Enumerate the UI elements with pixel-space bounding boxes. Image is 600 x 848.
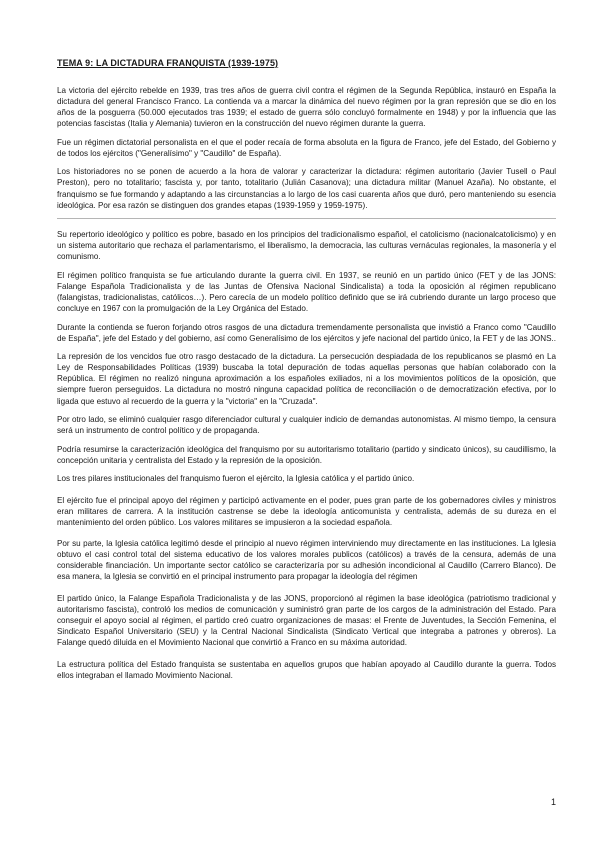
section-divider: [57, 218, 556, 219]
paragraph-censorship: Por otro lado, se eliminó cualquier rasgo diferenciador cultural y cualquier indicio de demandas autonomistas. Al mismo tiempo, la censura será un instrumento de control político y de propaganda.: [57, 414, 556, 436]
paragraph-army: El ejército fue el principal apoyo del régimen y participó activamente en el poder, pues gran parte de los gobernadores civiles y ministros eran militares de carrera. A la institución castrense se debe la ideología anticomunista y centralista, además de su dureza en el mantenimiento del orden público. Los valores militares se impusieron a la sociedad española.: [57, 495, 556, 527]
paragraph-historians: Los historiadores no se ponen de acuerdo a la hora de valorar y caracterizar la dictadura: régimen autoritario (Javier Tusell o Paul Preston), pero no totalitario; fascista y, por tanto, totalitario (Julián Casanova); una dictadura militar (Manuel Azaña). No obstante, el franquismo se fue formando y adaptando a las circunstancias a lo largo de los casi cuarenta años que duró, pero manteniendo su esencia ideológica. Por esa razón se distinguen dos grandes etapas (1939-1959 y 1959-1975).: [57, 167, 556, 210]
document-title: TEMA 9: LA DICTADURA FRANQUISTA (1939-1975): [57, 58, 279, 68]
paragraph-intro: La victoria del ejército rebelde en 1939, tras tres años de guerra civil contra el régimen de la Segunda República, instauró en España la dictadura del general Francisco Franco. La contienda va a marcar la dinámica del nuevo régimen por la gran represión que se dio en los años de la posguerra (50.000 ejecutados tras 1939; el estado de guerra sólo concluyó formalmente en 1948) y por la influencia que las potencias fascistas (Italia y Alemania) tuvieron en la construcción del nuevo régimen durante la guerra.: [57, 86, 556, 129]
page-number: 1: [550, 797, 556, 807]
paragraph-political-regime: El régimen político franquista se fue articulando durante la guerra civil. En 1937, se reunió en un partido único (FET y de las JONS: Falange Española Tradicionalista y de las Juntas de Ofensiva Nacional Sindicalista) a toda la oposición al régimen republicano (falangistas, tradicionalistas, católicos…). Pero carecía de un modelo político definido que se irá cubriendo durante un largo proceso que concluye en 1967 con la promulgación de la Ley Orgánica del Estado.: [57, 270, 556, 314]
paragraph-political-structure: La estructura política del Estado franquista se sustentaba en aquellos grupos que habían apoyado al Caudillo durante la guerra. Todos ellos integraban el llamado Movimiento Nacional.: [57, 659, 556, 680]
paragraph-personalist-regime: Fue un régimen dictatorial personalista en el que el poder recaía de forma absoluta en la figura de Franco, jefe del Estado, del Gobierno y de todos los ejércitos ("Generalísimo" y "Caudillo" de España).: [57, 137, 556, 158]
paragraph-summary: Podría resumirse la caracterización ideológica del franquismo por su autoritarismo totalitario (partido y sindicato únicos), su caudillismo, la concepción unitaria y centralista del Estado y la represión de la oposición.: [57, 444, 556, 465]
paragraph-single-party: El partido único, la Falange Española Tradicionalista y de las JONS, proporcionó al régimen la base ideológica (patriotismo tradicional y autoritarismo fascista), controló los medios de comunicación y suministró gran parte de los cargos de la administración del Estado. Para conseguir el apoyo social al régimen, el partido creó cuatro organizaciones de masas: el Frente de Juventudes, la Sección Femenina, el Sindicato Español Universitario (SEU) y la Central Nacional Sindicalista (Sindicato Vertical que integraba a patrones y obreros). La Falange quedó diluida en el Movimiento Nacional que convirtió a Franco en su máxima autoridad.: [57, 593, 556, 648]
paragraph-repression: La represión de los vencidos fue otro rasgo destacado de la dictadura. La persecución despiadada de los republicanos se plasmó en La Ley de Responsabilidades Políticas (1939) buscaba la total depuración de todas aquellas personas que habían colaborado con la República. El régimen no realizó ninguna aproximación a los españoles exiliados, ni a los movimientos políticos de la oposición, que siempre fueron perseguidos. La dictadura no mostró ninguna capacidad política de reconciliación o de democratización efectiva, por lo ligada que estuvo al recuerdo de la guerra y la "victoria" en la "Cruzada".: [57, 352, 556, 406]
paragraph-ideology: Su repertorio ideológico y político es pobre, basado en los principios del tradicionalismo español, el catolicismo (nacionalcatolicismo) y en un sistema autoritario que rechaza el parlamentarismo, el liberalismo, la democracia, las culturas vernáculas regionales, la masonería y el comunismo.: [57, 230, 556, 262]
paragraph-church: Por su parte, la Iglesia católica legitimó desde el principio al nuevo régimen interviniendo muy directamente en las instituciones. La Iglesia obtuvo el casi control total del sistema educativo de los valores morales publicos (católicos) a través de la censura, además de una considerable financiación. Un importante sector católico se caracterizaría por su adhesión incondicional al Caudillo (Carrero Blanco). De esa manera, la Iglesia se convirtió en el principal instrumento para propagar la ideología del régimen: [57, 539, 556, 582]
paragraph-pillars: Los tres pilares institucionales del franquismo fueron el ejército, la Iglesia católica y el partido único.: [57, 474, 415, 484]
paragraph-caudillo: Durante la contienda se fueron forjando otros rasgos de una dictadura tremendamente personalista que invistió a Franco como "Caudillo de España", jefe del Estado y del gobierno, así como Generalísimo de los ejércitos y jefe nacional del partido único, la FET y de las JONS..: [57, 322, 556, 343]
